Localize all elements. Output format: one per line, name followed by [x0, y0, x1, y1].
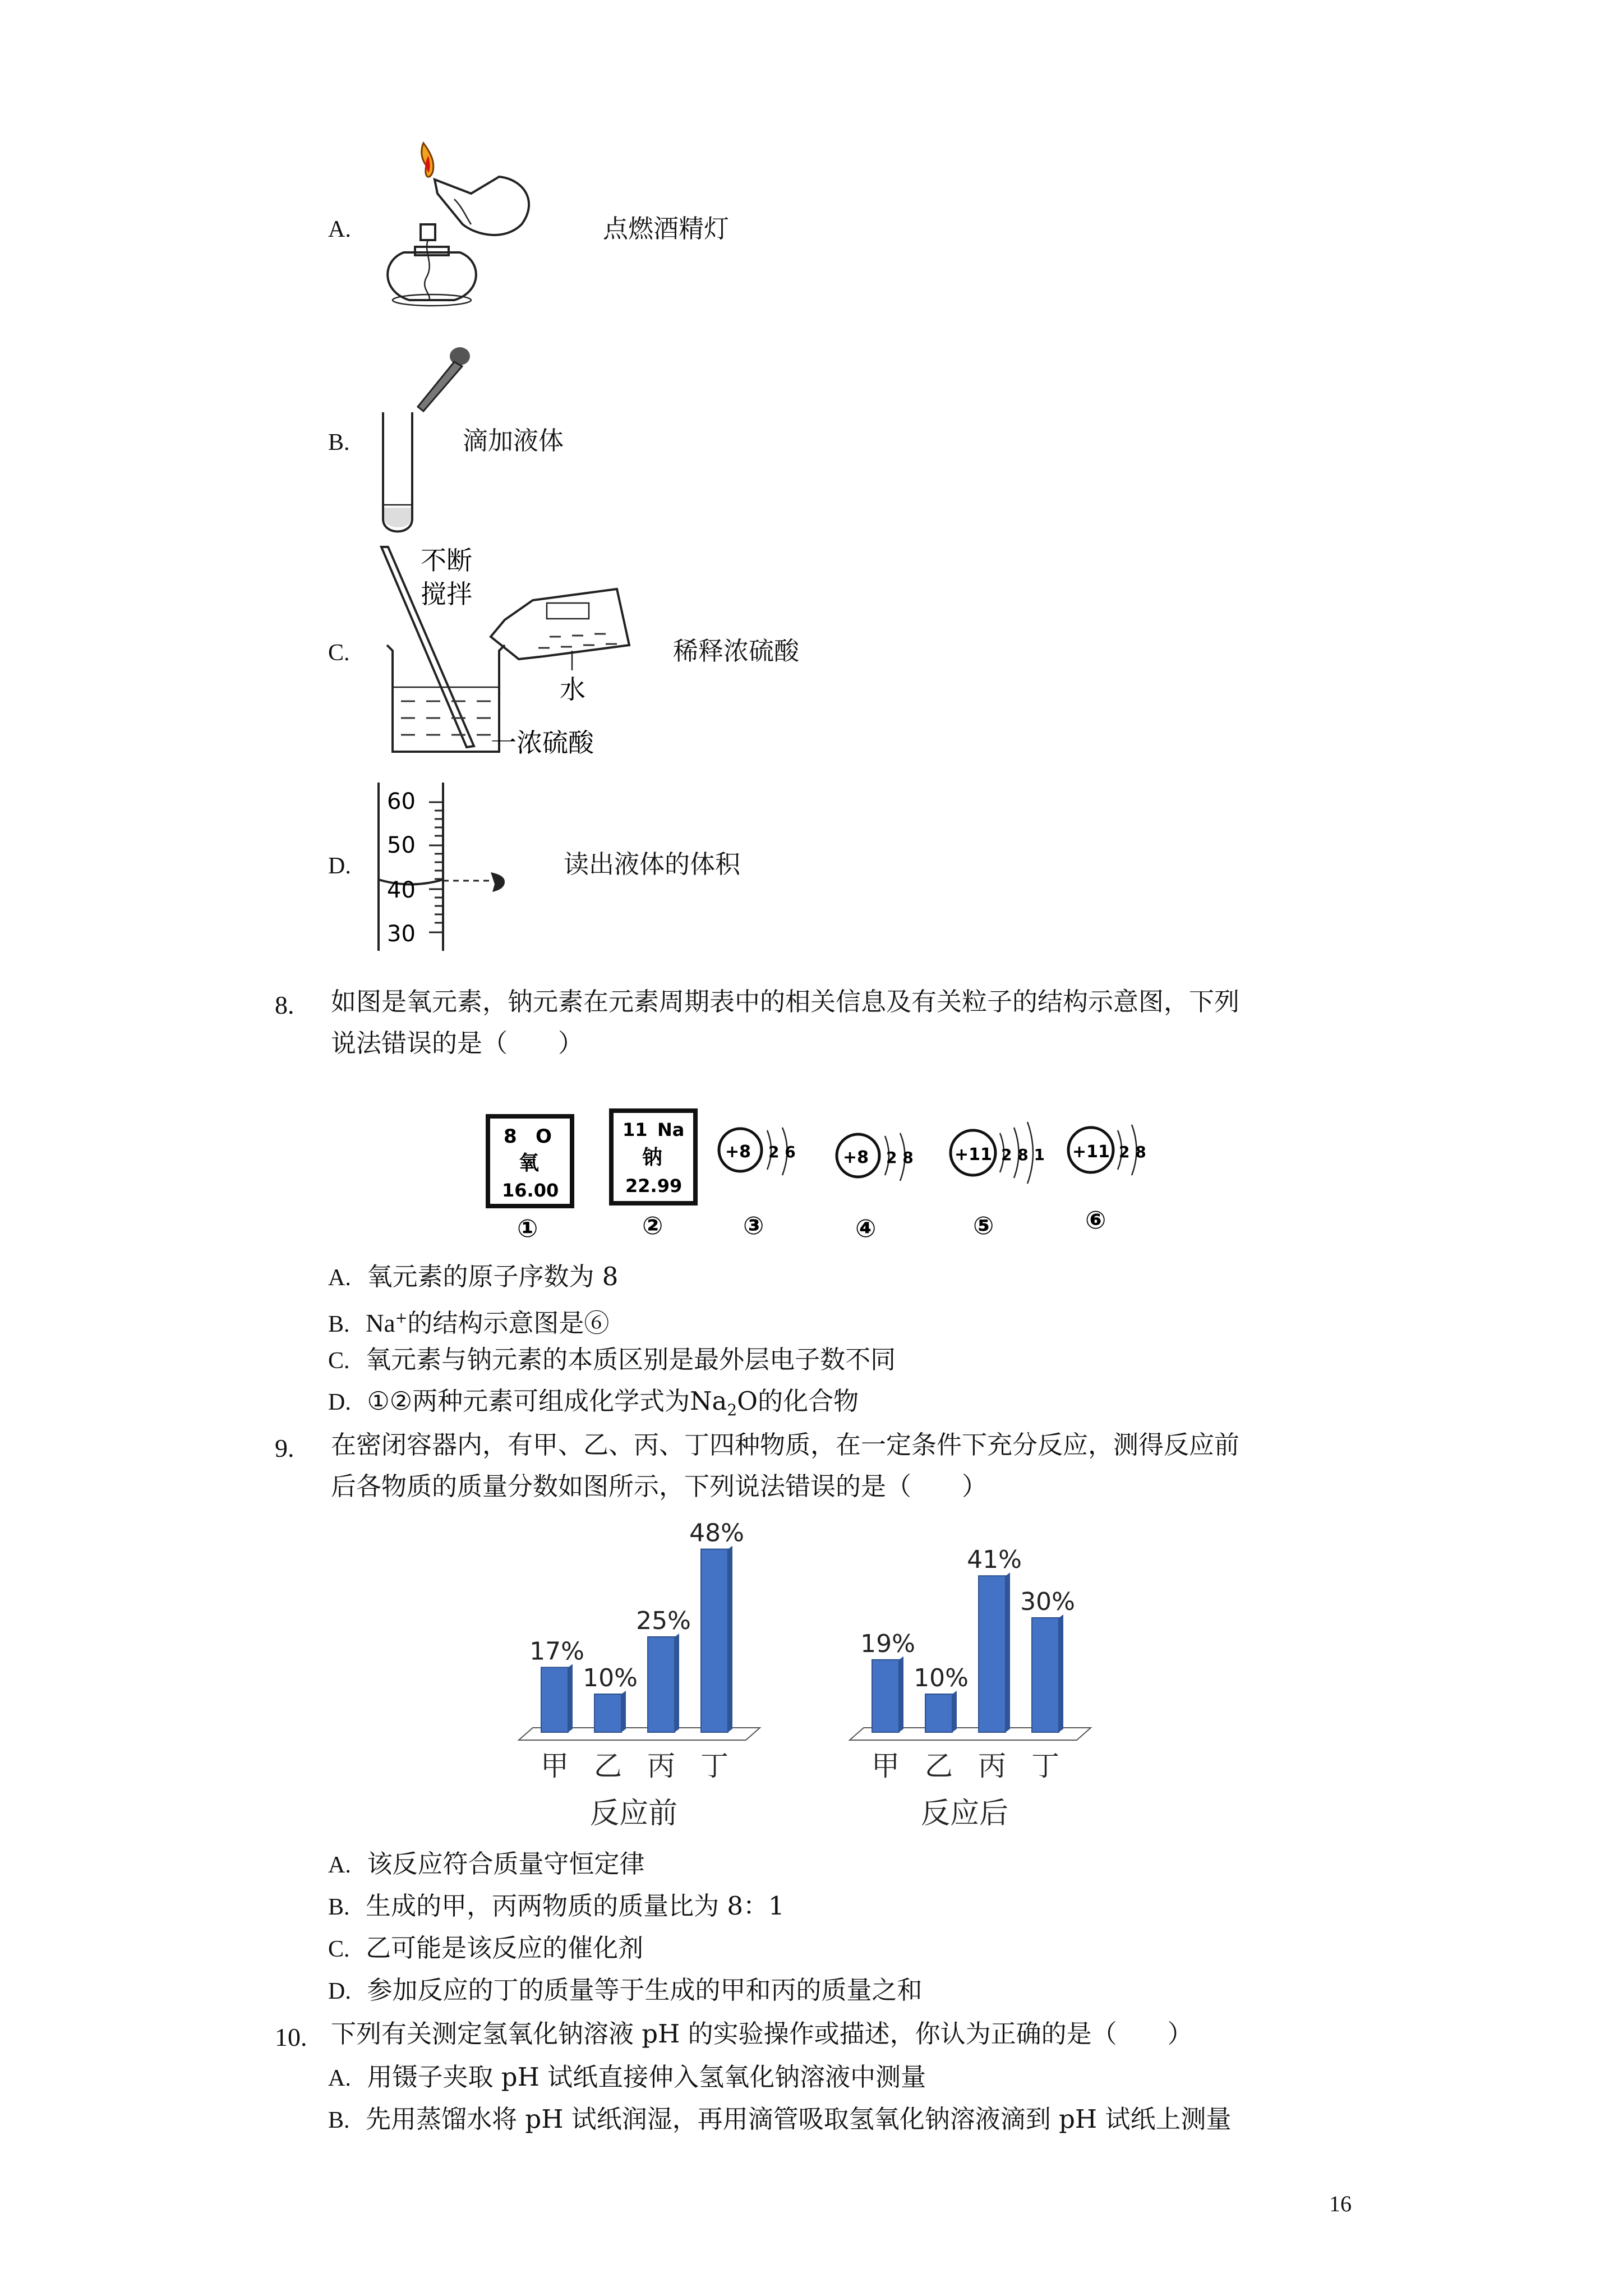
option-text: 生成的甲，丙两物质的质量比为 8：1 [366, 1891, 785, 1921]
shell-electrons: 2 6 [768, 1143, 796, 1161]
option-text: O的化合物 [737, 1386, 859, 1416]
option-letter: C. [328, 1348, 350, 1374]
option-letter: D. [328, 853, 351, 879]
option-text: 氧元素的原子序数为 8 [367, 1262, 619, 1291]
stir-label-2: 搅拌 [421, 579, 472, 609]
cell-mass: 22.99 [625, 1175, 683, 1197]
water-label: 水 [560, 674, 585, 705]
bar-side [728, 1546, 732, 1732]
cell-symbol: O [536, 1125, 552, 1148]
data-label: 10% [583, 1664, 638, 1692]
bar-side [568, 1664, 573, 1732]
figure-index: ③ [743, 1212, 764, 1240]
alcohol-lamp-figure [370, 140, 538, 320]
option-letter: C. [328, 1936, 350, 1962]
option-letter: D. [328, 1978, 351, 2004]
cell-number: 11 [623, 1119, 648, 1140]
bar-丙 [648, 1637, 675, 1732]
question-number: 9. [275, 1434, 294, 1462]
bar-side [675, 1634, 679, 1732]
category-label: 乙 [925, 1750, 953, 1782]
category-label: 丙 [978, 1750, 1006, 1782]
option-text: 参加反应的丁的质量等于生成的甲和丙的质量之和 [367, 1975, 923, 2005]
data-label: 10% [914, 1664, 969, 1692]
bar-side [899, 1657, 903, 1732]
atom-diagram-3 [719, 1128, 796, 1240]
option-letter: D. [328, 1389, 351, 1415]
category-label: 甲 [872, 1750, 900, 1782]
data-label: 41% [967, 1545, 1022, 1575]
option-d [328, 1975, 922, 2007]
option-letter: A. [328, 2065, 351, 2091]
category-label: 丁 [700, 1750, 728, 1782]
ion-symbol: Na [366, 1309, 395, 1337]
tick-40: 40 [387, 877, 416, 903]
nucleus-label: +8 [725, 1142, 751, 1162]
atom-diagram-6 [1068, 1125, 1146, 1235]
question-stem: 下列有关测定氢氧化钠溶液 pH 的实验操作或描述，你认为正确的是（ ） [331, 2019, 1193, 2049]
data-label: 30% [1020, 1588, 1075, 1616]
cell-mass: 16.00 [502, 1180, 559, 1201]
option-a [328, 1848, 644, 1881]
dilute-sulfuric-acid-figure [370, 544, 662, 769]
option-letter: B. [328, 430, 350, 455]
bar-chart-after-reaction [852, 1509, 1099, 1846]
periodic-cell-sodium [611, 1111, 695, 1240]
formula-subscript: 2 [727, 1401, 737, 1419]
element-figure [482, 1108, 1166, 1254]
question-number: 8. [275, 991, 294, 1019]
chart-title: 反应后 [920, 1797, 1009, 1830]
nucleus-label: +8 [843, 1148, 869, 1167]
figure-index: ④ [855, 1214, 877, 1243]
question-stem-line-1: 如图是氧元素，钠元素在元素周期表中的相关信息及有关粒子的结构示意图，下列 [331, 987, 1240, 1016]
option-d [328, 1386, 859, 1426]
periodic-cell-oxygen [488, 1116, 572, 1243]
option-letter: B. [328, 2108, 350, 2133]
option-text: 先用蒸馏水将 pH 试纸润湿，再用滴管吸取氢氧化钠溶液滴到 pH 试纸上测量 [366, 2104, 1232, 2134]
category-label: 甲 [541, 1750, 569, 1782]
bar-乙 [594, 1694, 621, 1732]
tick-30: 30 [387, 921, 416, 947]
bar-chart-before-reaction [522, 1509, 768, 1846]
figure-index: ⑥ [1085, 1206, 1106, 1235]
tick-60: 60 [387, 789, 416, 815]
option-b [328, 1303, 609, 1340]
category-label: 丁 [1031, 1750, 1059, 1782]
category-label: 丙 [647, 1750, 675, 1782]
question-stem-line-2: 后各物质的质量分数如图所示，下列说法错误的是（ ） [331, 1471, 988, 1501]
data-label: 19% [860, 1629, 915, 1658]
option-a [328, 1261, 618, 1294]
atom-diagram-4 [837, 1133, 914, 1243]
option-caption: 点燃酒精灯 [603, 214, 730, 243]
bar-丁 [701, 1549, 728, 1732]
option-letter: B. [328, 1894, 350, 1920]
nucleus-label: +11 [955, 1145, 992, 1165]
option-letter: A. [328, 217, 351, 242]
shell-electrons: 2 8 1 [1001, 1145, 1045, 1164]
option-letter: A. [328, 1265, 351, 1291]
option-b [328, 2104, 1231, 2136]
option-letter: B. [328, 1312, 350, 1337]
option-caption: 读出液体的体积 [564, 849, 741, 879]
option-text: 氧元素与钠元素的本质区别是最外层电子数不同 [366, 1345, 896, 1374]
ion-charge: + [395, 1310, 408, 1327]
option-letter: A. [328, 1852, 351, 1878]
figure-index: ② [642, 1212, 663, 1240]
option-c [328, 1932, 643, 1965]
cell-number: 8 [504, 1125, 517, 1148]
bar-甲 [872, 1660, 899, 1732]
option-caption: 稀释浓硫酸 [673, 636, 800, 666]
cell-name: 钠 [642, 1146, 663, 1169]
page-number: 16 [1329, 2191, 1352, 2216]
data-label: 48% [689, 1519, 744, 1548]
question-stem-line-2: 说法错误的是（ ） [331, 1028, 584, 1058]
bar-甲 [541, 1667, 568, 1732]
data-label: 25% [636, 1607, 691, 1635]
bar-丙 [979, 1576, 1006, 1732]
category-label: 乙 [594, 1750, 622, 1782]
question-stem-line-1: 在密闭容器内，有甲、乙、丙、丁四种物质，在一定条件下充分反应，测得反应前 [331, 1430, 1240, 1460]
chart-title: 反应前 [589, 1797, 678, 1830]
option-a [328, 2062, 926, 2094]
option-letter: C. [328, 640, 350, 666]
option-caption: 滴加液体 [463, 426, 564, 455]
measuring-cylinder-figure [370, 780, 527, 959]
cell-symbol: Na [657, 1119, 685, 1140]
option-text: 的结构示意图是⑥ [407, 1308, 610, 1338]
bar-side [952, 1691, 957, 1732]
tick-50: 50 [387, 832, 416, 858]
stir-label-1: 不断 [421, 545, 472, 576]
option-c [328, 1344, 896, 1377]
figure-index: ⑤ [973, 1212, 994, 1240]
option-b [328, 1890, 785, 1923]
nucleus-label: +11 [1072, 1142, 1110, 1162]
cell-name: 氧 [519, 1152, 540, 1175]
option-text-prefix: ①②两种元素可组成化学式为Na [367, 1386, 727, 1416]
shell-electrons: 2 8 [1119, 1143, 1146, 1161]
option-text: 该反应符合质量守恒定律 [367, 1849, 645, 1879]
atom-diagram-5 [951, 1122, 1045, 1240]
bar-丁 [1032, 1618, 1059, 1732]
bar-side [1059, 1614, 1063, 1732]
bar-乙 [925, 1694, 952, 1732]
option-text: 用镊子夹取 pH 试纸直接伸入氢氧化钠溶液中测量 [367, 2062, 926, 2092]
data-label: 17% [529, 1637, 584, 1666]
shell-electrons: 2 8 [886, 1148, 914, 1167]
bar-side [621, 1691, 626, 1732]
figure-index: ① [517, 1214, 538, 1243]
acid-label: 一浓硫酸 [491, 728, 594, 758]
bar-side [1006, 1572, 1010, 1732]
question-number: 10. [275, 2023, 307, 2051]
option-text: 乙可能是该反应的催化剂 [366, 1933, 644, 1963]
